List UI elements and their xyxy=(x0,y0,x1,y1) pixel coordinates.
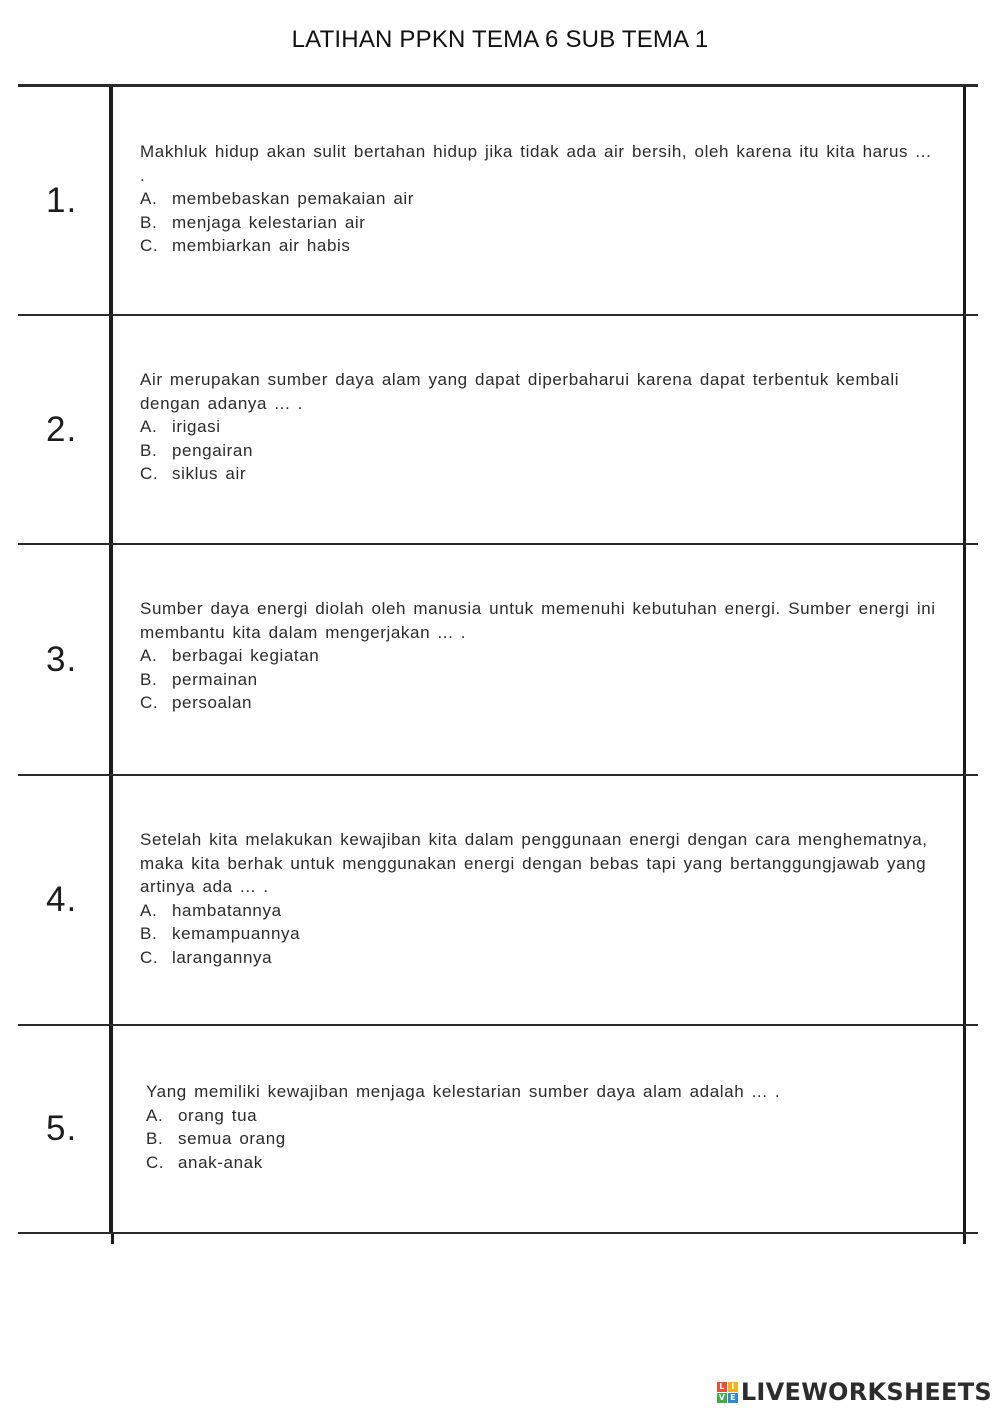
option-a: A. hambatannya xyxy=(140,900,282,920)
brand-name: LIVEWORKSHEETS xyxy=(740,1378,992,1406)
question-text: Makhluk hidup akan sulit bertahan hidup jika tidak ada air bersih, oleh karena itu kita harus ... . xyxy=(140,142,932,185)
question-number: 1. xyxy=(46,180,78,220)
logo-letter: E xyxy=(728,1393,738,1403)
question-number: 4. xyxy=(46,880,78,919)
table-bottom-tick xyxy=(111,1234,114,1244)
table-bottom-tick xyxy=(963,1234,966,1244)
option-c: C. siklus air xyxy=(140,464,247,483)
option-a: A. berbagai kegiatan xyxy=(140,646,320,665)
question-number: 2. xyxy=(46,409,78,449)
question-content xyxy=(140,828,942,969)
option-c: C. anak-anak xyxy=(146,1152,263,1172)
question-number: 5. xyxy=(46,1109,78,1148)
question-row xyxy=(18,545,978,776)
number-cell xyxy=(18,316,113,543)
table-right-border xyxy=(963,776,966,1024)
option-a: A. membebaskan pemakaian air xyxy=(140,189,415,208)
logo-letter: I xyxy=(728,1382,738,1392)
question-row xyxy=(18,776,978,1026)
question-content xyxy=(140,368,942,486)
number-cell xyxy=(18,87,113,314)
question-content xyxy=(140,140,942,258)
table-right-border xyxy=(963,316,966,543)
question-content xyxy=(140,597,942,715)
question-number: 3. xyxy=(46,639,78,679)
option-c: C. larangannya xyxy=(140,947,273,967)
liveworksheets-logo-icon xyxy=(717,1382,738,1403)
question-text: Air merupakan sumber daya alam yang dapat diperbaharui karena dapat terbentuk kembali dengan adanya ... . xyxy=(140,370,900,413)
question-text: Yang memiliki kewajiban menjaga kelestarian sumber daya alam adalah ... . xyxy=(146,1082,781,1101)
number-cell xyxy=(18,776,113,1024)
option-b: B. pengairan xyxy=(140,440,254,460)
page-title: LATIHAN PPKN TEMA 6 SUB TEMA 1 xyxy=(291,26,709,53)
option-c: C. membiarkan air habis xyxy=(140,236,351,255)
option-a: A. orang tua xyxy=(146,1105,258,1125)
table-right-border xyxy=(963,545,966,774)
logo-letter: V xyxy=(718,1392,725,1402)
question-content xyxy=(146,1080,964,1174)
question-row xyxy=(18,87,978,316)
number-cell xyxy=(18,545,113,774)
table-right-border xyxy=(963,87,966,314)
number-cell xyxy=(18,1026,113,1232)
brand-footer xyxy=(717,1378,992,1406)
question-row xyxy=(18,1026,978,1234)
logo-letter: L xyxy=(717,1382,727,1392)
option-b: B. menjaga kelestarian air xyxy=(140,212,366,232)
option-b: B. semua orang xyxy=(146,1129,286,1148)
option-a: A. irigasi xyxy=(140,417,221,436)
option-b: B. permainan xyxy=(140,669,258,689)
question-text: Setelah kita melakukan kewajiban kita dalam penggunaan energi dengan cara menghematnya, maka kita berhak untuk menggunakan energi dengan bebas tapi yang bertanggungjawab yang artinya ada ... . xyxy=(140,830,928,896)
question-row xyxy=(18,316,978,545)
question-text: Sumber daya energi diolah oleh manusia untuk memenuhi kebutuhan energi. Sumber energi ini membantu kita dalam mengerjakan ... . xyxy=(140,599,936,642)
option-b: B. kemampuannya xyxy=(140,924,301,943)
option-c: C. persoalan xyxy=(140,693,253,712)
